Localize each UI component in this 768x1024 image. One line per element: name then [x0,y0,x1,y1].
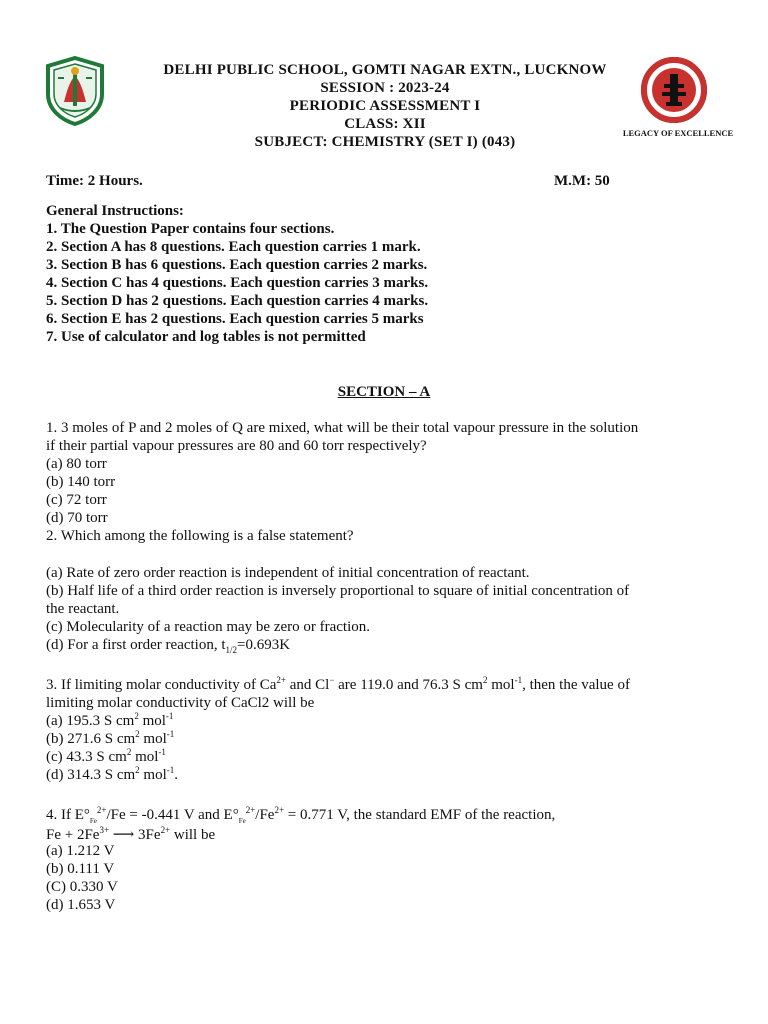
subject-label: SUBJECT: CHEMISTRY (SET I) (043) [254,134,516,150]
question-4-reaction: $Fe + 2Fe^{3+}$ ⟶ $3Fe^{2+}$ will be [46,825,216,843]
question-3-line-1: 3. If limiting molar conductivity of $Ca^{2+}$ and Cl− are 119.0 and 76.3 S $cm^2$ mol$^{-1}$, then the value of [46,675,630,693]
instruction-item: 7. Use of calculator and log tables is not permitted [46,329,366,345]
section-a-title: SECTION – A [337,384,431,400]
instruction-item: 3. Section B has 6 questions. Each question carries 2 marks. [46,257,428,273]
question-3-option-d: (d) 314.3 S $cm^2$ mol$^{-1}$. [46,765,179,783]
question-2-text: 2. Which among the following is a false statement? [46,528,354,544]
instruction-item: 1. The Question Paper contains four sections. [46,221,335,237]
question-2-option-b-cont: the reactant. [46,601,120,617]
question-3-option-c: (c) 43.3 S $cm^2$ mol$^{-1}$ [46,747,166,765]
class-label: CLASS: XII [344,116,426,132]
question-2-option-b: (b) Half life of a third order reaction is inversely proportional to square of initial concentration of [46,583,630,599]
instruction-item: 6. Section E has 2 questions. Each question carries 5 marks [46,311,424,327]
superhouse-group-logo [640,56,708,126]
question-1-option-b: (b) 140 torr [46,474,116,490]
logo-caption: LEGACY OF EXCELLENCE [622,128,734,138]
instructions-heading: General Instructions: [46,203,184,219]
question-2-option-a: (a) Rate of zero order reaction is independent of initial concentration of reactant. [46,565,530,581]
question-4-line-1: 4. If $E^\circ_{Fe}^{2+}/Fe = -0.441$ V and $E^\circ_{Fe}^{2+}/Fe^{2+} = 0.771$ V, the standard EMF of the reaction, [46,805,556,825]
question-4-option-b: (b) 0.111 V [46,861,115,877]
max-marks: M.M: 50 [554,173,610,189]
question-3-option-b: (b) 271.6 S $cm^2$ mol$^{-1}$ [46,729,175,747]
school-name: DELHI PUBLIC SCHOOL, GOMTI NAGAR EXTN., LUCKNOW [163,62,607,78]
instruction-item: 5. Section D has 2 questions. Each question carries 4 marks. [46,293,429,309]
question-3-option-a: (a) 195.3 S $cm^2$ mol$^{-1}$ [46,711,174,729]
question-4-option-d: (d) 1.653 V [46,897,116,913]
instruction-item: 2. Section A has 8 questions. Each question carries 1 mark. [46,239,421,255]
question-1-line-2: if their partial vapour pressures are 80 and 60 torr respectively? [46,438,427,454]
question-1-option-c: (c) 72 torr [46,492,107,508]
instruction-item: 4. Section C has 4 questions. Each question carries 3 marks. [46,275,429,291]
question-3-line-2: limiting molar conductivity of CaCl2 will be [46,695,315,711]
question-4-option-a: (a) 1.212 V [46,843,115,859]
session: SESSION : 2023-24 [320,80,450,96]
assessment-title: PERIODIC ASSESSMENT I [289,98,481,114]
time-label: Time: 2 Hours. [46,173,143,189]
question-4-option-c: (C) 0.330 V [46,879,118,895]
question-1-line-1: 1. 3 moles of P and 2 moles of Q are mixed, what will be their total vapour pressure in the solution [46,420,639,436]
question-2-option-c: (c) Molecularity of a reaction may be zero or fraction. [46,619,371,635]
question-1-option-d: (d) 70 torr [46,510,108,526]
question-2-option-d: (d) For a first order reaction, $t_{1/2}=0.693K$ [46,637,291,655]
question-1-option-a: (a) 80 torr [46,456,107,472]
